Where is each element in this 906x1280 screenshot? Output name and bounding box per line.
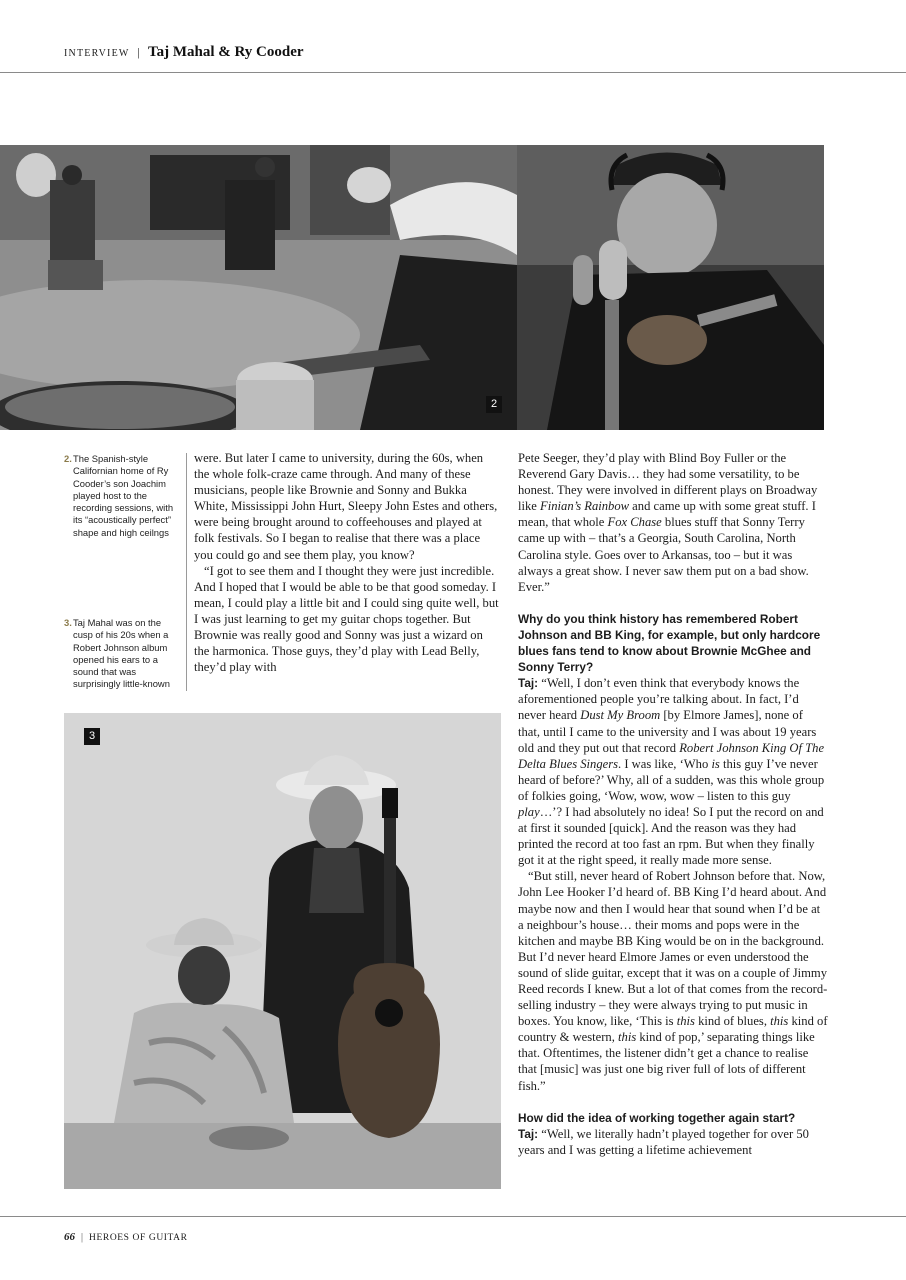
portrait-photo [64, 713, 501, 1189]
header-rule [0, 72, 906, 73]
musician-closeup-photo [517, 145, 824, 430]
article-column-1 [194, 450, 499, 675]
interview-question: How did the idea of working together again start? [518, 1110, 796, 1125]
header-separator: | [137, 45, 140, 59]
body-paragraph: Pete Seeger, they’d play with Blind Boy Fuller or the Reverend Gary Davis… they had some versatility, to be honest. They were involved in different plays on Broadway like Finian’s Rainbow and came up with some great stuff. I mean, that whole Fox Chase blues stuff that Sonny Terry came up with – that’s a Georgia, South Carolina, North Carolina style. Goes over to Arkansas, too – but it was always a great show. I never saw them put on a bad show. Ever.” [518, 451, 818, 594]
column-divider [186, 453, 187, 691]
interview-question: Why do you think history has remembered Robert Johnson and BB King, for example, but only hardcore blues fans tend to know about Brownie McGhee and Sonny Terry? [518, 611, 821, 675]
footer-separator: | [81, 1232, 84, 1243]
article-title: Taj Mahal & Ry Cooder [147, 44, 304, 60]
caption-number: 3. [64, 617, 72, 628]
studio-session-photo [0, 145, 517, 430]
body-paragraph: “But still, never heard of Robert Johnson before that. Now, John Lee Hooker I’d heard of. BB King I’d heard about. And maybe now and then I would hear that sound when I’d be at a neighbour’s house… their moms and pops were in the kitchen and maybe BB King would be on in the background. But I’d never heard Elmore James or even understood the sound of slide guitar, except that it was on a couple of Jimmy Reed records I knew. But a lot of that comes from the record-selling industry – they were always trying to put music in boxes. You know, like, ‘This is this kind of blues, this kind of country & western, this kind of pop,’ separating things like that. Oftentimes, the listener didn’t get a chance to realise that [music] was just one big river full of lots of different fish.” [518, 869, 828, 1093]
interview-answer: Taj: “Well, we literally hadn’t played together for over 50 years and I was getting a lifetime achievement [518, 1126, 809, 1157]
photo-number-badge: 3 [84, 728, 100, 745]
speaker-label: Taj: [518, 1126, 539, 1141]
page-footer [64, 1231, 188, 1243]
body-paragraph: “I got to see them and I thought they were just incredible. And I hoped that I would be able to be that good someday. I mean, I could play a little bit and I could sing quite well, but I was just learning to get my guitar chops together. But Brownie was really good and Sonny was just a wizard on the harmonica. Those guys, they’d play with Lead Belly, they’d play with [194, 563, 499, 675]
article-column-2 [518, 450, 828, 1158]
caption-photo-3 [64, 617, 178, 691]
speaker-label: Taj: [518, 676, 539, 691]
caption-text: The Spanish-style Californian home of Ry Cooder’s son Joachim played host to the recording sessions, with its “acoustically perfect” shape and high ceilngs [73, 453, 174, 538]
page-number: 66 [64, 1231, 75, 1243]
caption-photo-2 [64, 453, 178, 539]
photo-number-badge: 2 [486, 396, 502, 413]
caption-text: Taj Mahal was on the cusp of his 20s when a Robert Johnson album opened his ears to a sound that was surprisingly little-known [73, 617, 170, 690]
interview-answer: Taj: “Well, I don’t even think that everybody knows the aforementioned people you’re talking about. In fact, I’d never heard Dust My Broom [by Elmore James], none of that, until I came to the university and I was about 19 years old and they put out that record Robert Johnson King Of The Delta Blues Singers. I was like, ‘Who is this guy I’ve never heard of before?’ Why, all of a sudden, was this whole group of folkies going, ‘Wow, wow, wow – listen to this guy play…’? I had absolutely no idea! So I put the record on and at first it sounded [quick]. And the reason was they had printed the record at too fast an rpm. But when they finally got it at the right speed, it really made more sense. [518, 676, 825, 868]
section-label: INTERVIEW [64, 48, 130, 59]
page-header [64, 44, 304, 61]
caption-number: 2. [64, 453, 72, 464]
magazine-name: HEROES OF GUITAR [89, 1233, 188, 1243]
body-paragraph: were. But later I came to university, during the 60s, when the whole folk-craze came through. And many of these musicians, people like Brownie and Sonny and Bukka White, Mississippi John Hurt, Sleepy John Estes and others, were being brought around to coffeehouses and played at folk festivals. So I began to realise that there was a place you could go and see them play, you know? [194, 451, 498, 562]
footer-rule [0, 1216, 906, 1217]
